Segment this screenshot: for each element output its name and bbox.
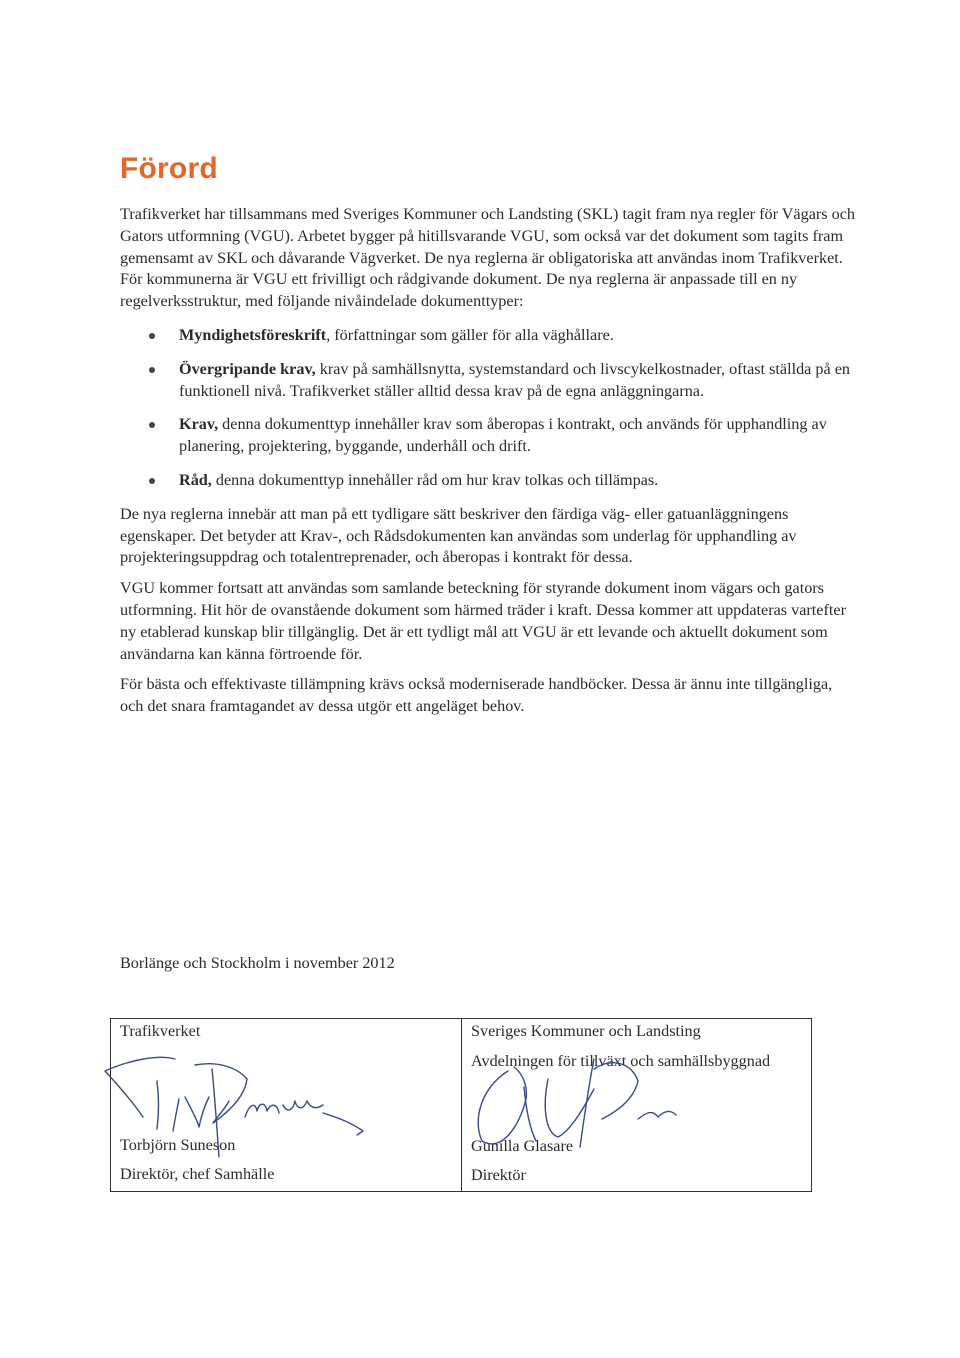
paragraph-requirements: De nya reglerna innebär att man på ett tydligare sätt beskriver den färdiga väg- eller gatuanläggningens egenskaper. Det betyder att Krav-, och Rådsdokumenten kan användas som underlag för upphandling av projekteringsuppdrag och totalentreprenader, och åberopas i kontrakt för dessa. — [120, 504, 797, 567]
paragraph-handbooks: För bästa och effektivaste tillämpning krävs också moderniserade handböcker. Dessa är ännu inte tillgängliga, och det snara framtagandet av dessa utgör ett angeläget behov. — [120, 675, 833, 716]
list-item-term: Myndighetsföreskrift — [179, 325, 327, 344]
signer-title: Direktör — [471, 1166, 526, 1184]
signer-name: Torbjörn Suneson — [120, 1136, 236, 1154]
list-item-term: Krav, — [179, 415, 219, 434]
list-item-term: Råd, — [179, 470, 212, 489]
list-item — [120, 325, 855, 347]
signer-name: Gunilla Glasare — [471, 1137, 574, 1155]
bullet-icon — [149, 422, 155, 428]
signer-organization: Sveriges Kommuner och Landsting — [471, 1022, 701, 1040]
list-item — [120, 359, 855, 403]
signature-block-skl — [462, 1019, 811, 1191]
signer-organization: Trafikverket — [120, 1022, 201, 1040]
signature-block-trafikverket — [111, 1019, 462, 1191]
bullet-icon — [149, 333, 155, 339]
list-item — [120, 470, 855, 492]
page-title: Förord — [120, 152, 218, 185]
list-item — [120, 414, 855, 458]
bullet-icon — [149, 367, 155, 373]
list-item-term: Övergripande krav, — [179, 359, 316, 378]
list-item-text: krav på samhällsnytta, systemstandard och livscykelkostnader, oftast ställda på en funktionell nivå. Trafikverket ställer alltid dessa krav på de egna anläggningarna. — [179, 359, 851, 400]
place-and-date: Borlänge och Stockholm i november 2012 — [120, 954, 395, 972]
document-type-list — [120, 325, 855, 492]
paragraph-intro: Trafikverket har tillsammans med Sveriges Kommuner och Landsting (SKL) tagit fram nya regler för Vägars och Gators utformning (VGU). Arbetet bygger på hitillsvarande VGU, som också var det dokument som tagits fram gemensamt av SKL och dåvarande Vägverket. De nya reglerna är obligatoriska att användas inom Trafikverket. För kommunerna är VGU ett frivilligt och rådgivande dokument. De nya reglerna är anpassade till en ny regelverksstruktur, med följande nivåindelade dokumenttyper: — [120, 205, 855, 311]
list-item-text: denna dokumenttyp innehåller råd om hur krav tolkas och tillämpas. — [211, 470, 659, 489]
bullet-icon — [149, 478, 155, 484]
signer-title: Direktör, chef Samhälle — [120, 1165, 275, 1183]
list-item-text: denna dokumenttyp innehåller krav som åberopas i kontrakt, och används för upphandling av planering, projektering, byggande, underhåll och drift. — [179, 415, 827, 456]
signature-table — [110, 1018, 812, 1192]
list-item-text: , författningar som gäller för alla väghållare. — [326, 325, 614, 344]
signer-department: Avdelningen för tillväxt och samhällsbyggnad — [471, 1052, 771, 1070]
paragraph-vgu: VGU kommer fortsatt att användas som samlande beteckning för styrande dokument inom vägars och gators utformning. Hit hör de ovanstående dokument som härmed träder i kraft. Dessa kommer att uppdateras vartefter ny etablerad kunskap blir tillgänglig. Det är ett tydligt mål att VGU är ett levande och aktuellt dokument som användarna kan känna förtroende för. — [120, 579, 846, 663]
document-body — [120, 204, 855, 718]
